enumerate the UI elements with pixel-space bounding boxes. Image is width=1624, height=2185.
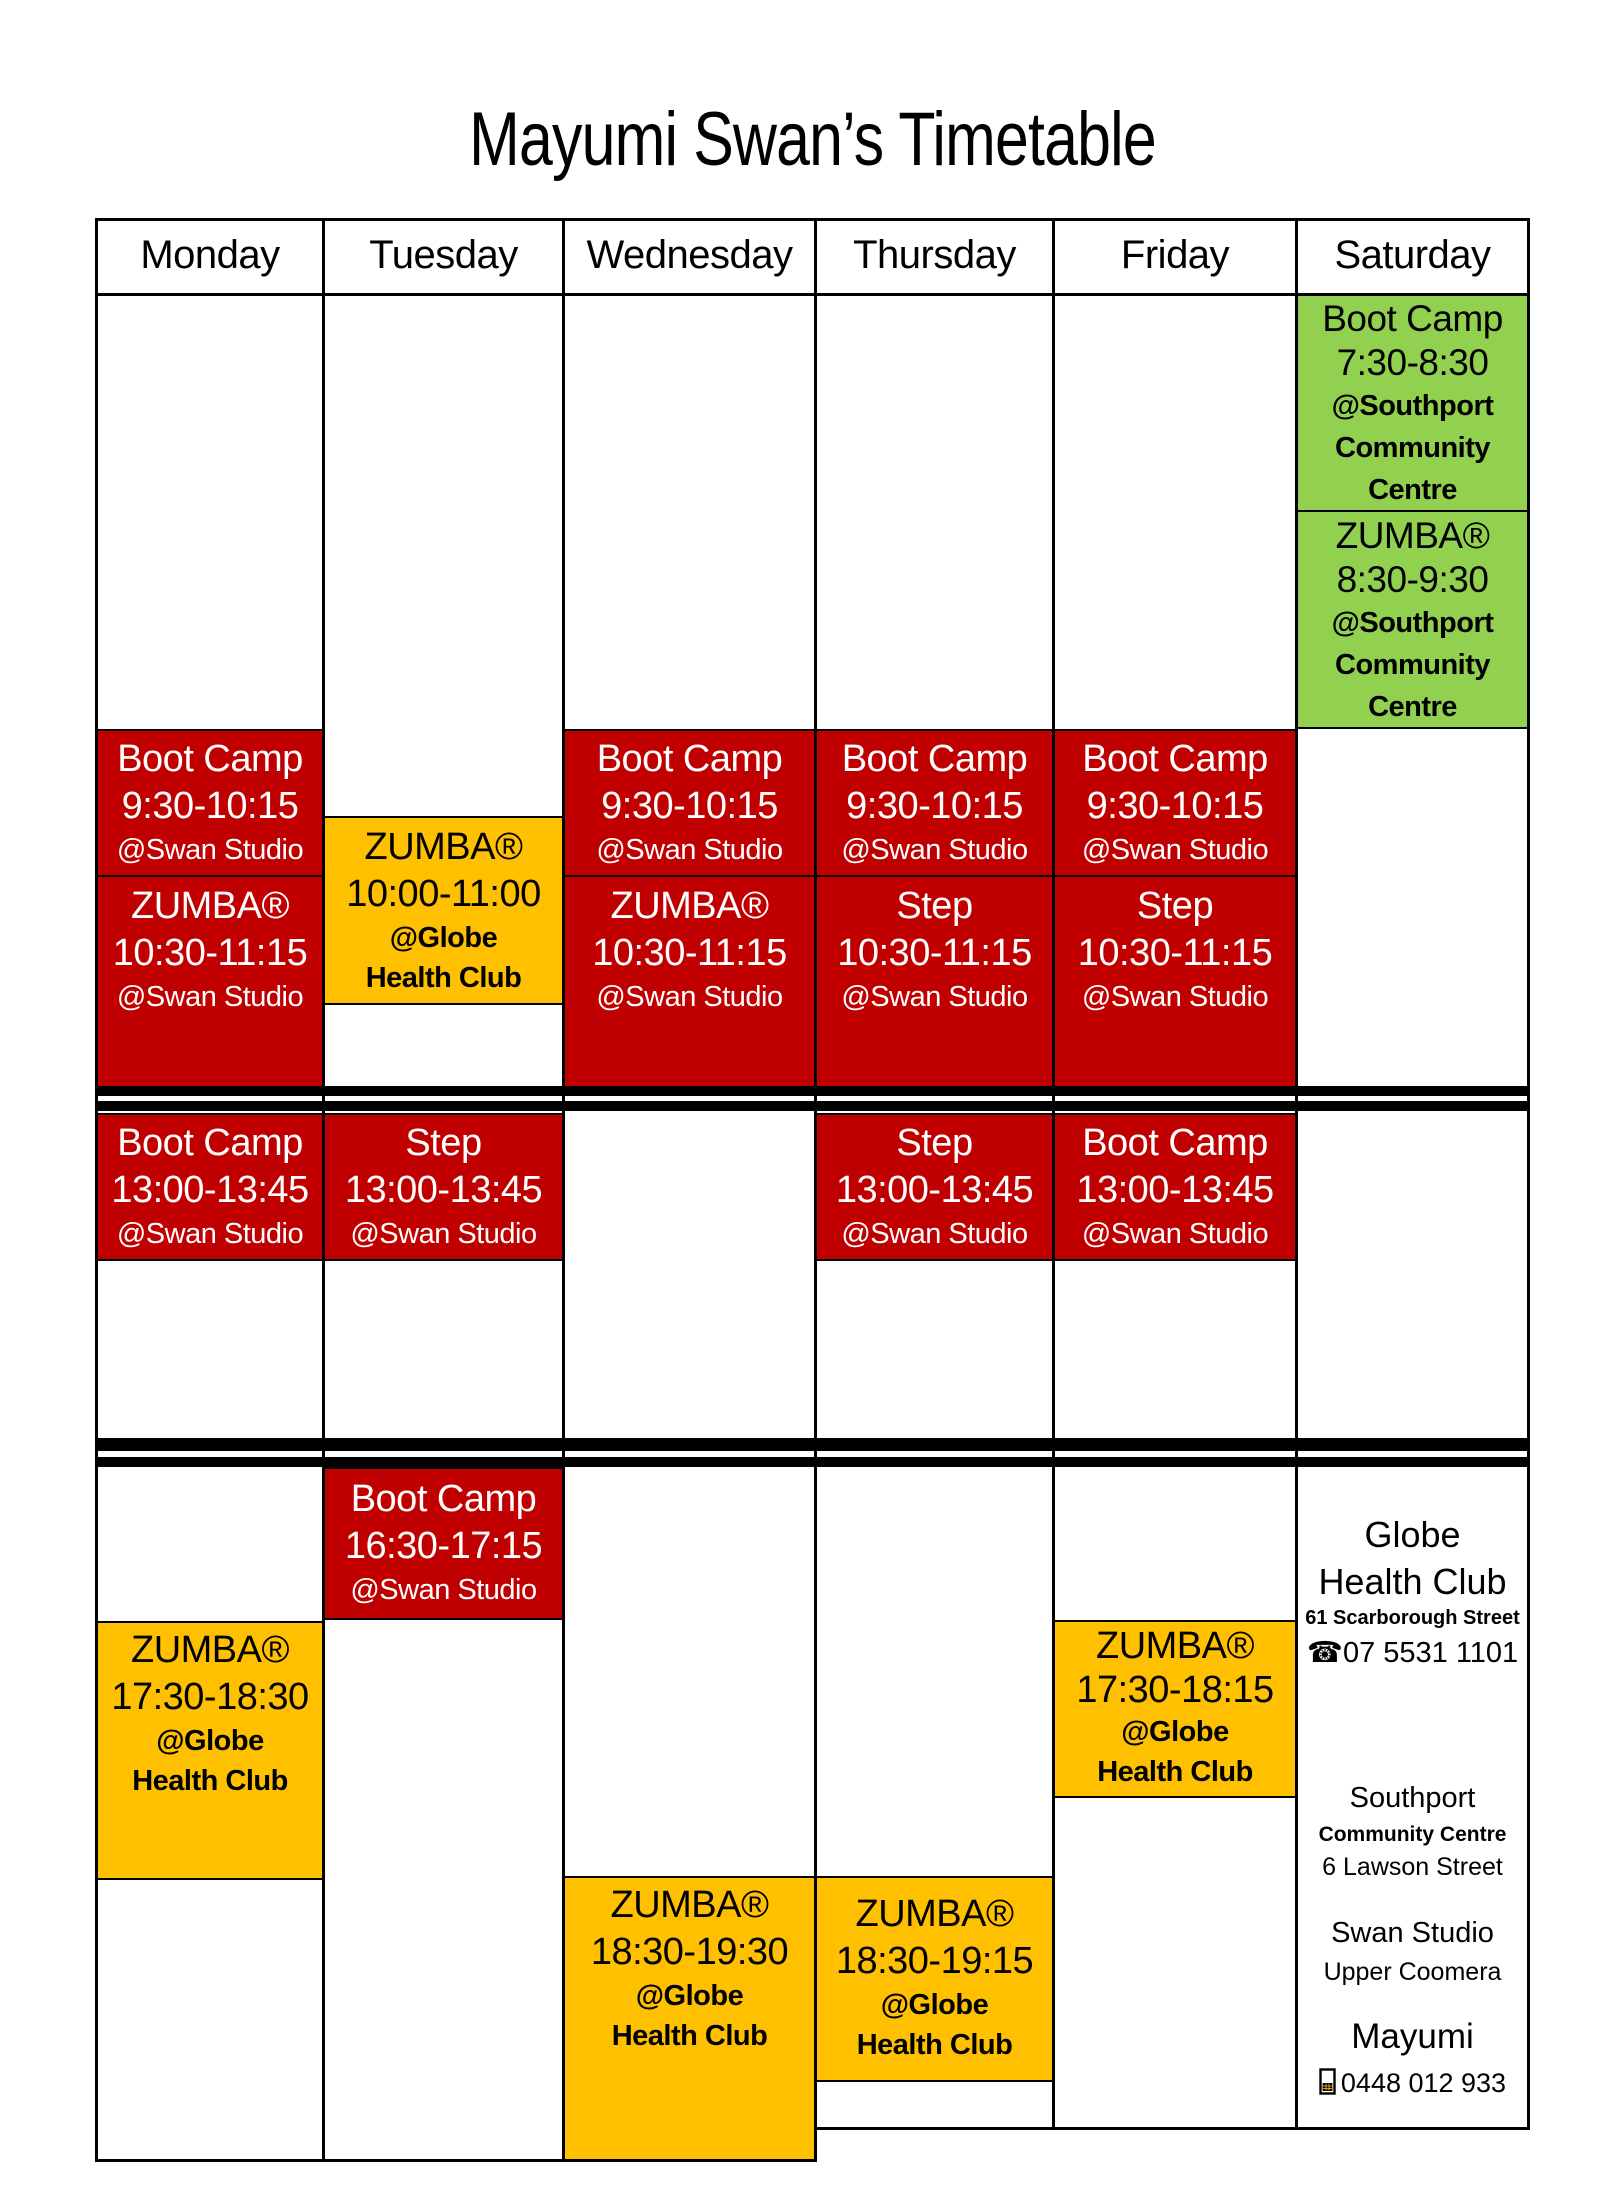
- grid-line-left-border: [95, 218, 98, 2162]
- divider-line-1-top: [95, 1086, 1530, 1096]
- grid-line-bottom-right: [814, 2127, 1530, 2130]
- event-location: Health Club: [611, 2020, 768, 2052]
- event-time: 13:00-13:45: [344, 1169, 543, 1211]
- event-location: @Swan Studio: [116, 1218, 304, 1250]
- event-title: ZUMBA®: [855, 1893, 1014, 1935]
- event-location: Health Club: [1097, 1756, 1253, 1788]
- day-header-monday: Monday: [140, 233, 280, 277]
- mobile-number: 0448 012 933: [1340, 2068, 1507, 2098]
- grid-line-tue-wed: [562, 218, 565, 2162]
- event-title: ZUMBA®: [1335, 515, 1490, 556]
- event-title: Step: [896, 1122, 973, 1164]
- event-sat-bootcamp-early: [1295, 293, 1530, 512]
- event-tue-zumba-am: [322, 816, 565, 1005]
- contact-globe-phone: [1298, 1636, 1527, 1670]
- event-title: Boot Camp: [1322, 298, 1503, 339]
- event-time: 13:00-13:45: [835, 1169, 1034, 1211]
- contact-southport-line1: Southport: [1349, 1782, 1476, 1814]
- event-time: 10:00-11:00: [346, 873, 541, 915]
- event-location: @Swan Studio: [116, 834, 304, 866]
- event-mon-bootcamp-am: [95, 729, 325, 877]
- event-location: Health Club: [856, 2029, 1013, 2061]
- event-title: Boot Camp: [596, 738, 783, 780]
- contact-globe-name-line2: Health Club: [1318, 1561, 1507, 1602]
- event-title: ZUMBA®: [610, 885, 769, 927]
- event-time: 9:30-10:15: [846, 785, 1023, 827]
- event-location: Health Club: [365, 962, 522, 994]
- event-time: 17:30-18:30: [111, 1676, 309, 1718]
- event-thu-zumba-pm: [814, 1876, 1055, 2082]
- contact-mobile: [1298, 2067, 1527, 2099]
- event-title: Step: [896, 885, 973, 927]
- day-header-friday: Friday: [1120, 233, 1230, 277]
- grid-line-fri-sat: [1295, 218, 1298, 2130]
- event-time: 10:30-11:15: [592, 932, 787, 974]
- event-fri-bootcamp-am: [1052, 729, 1298, 877]
- divider-line-1-bottom: [95, 1101, 1530, 1111]
- event-location: @Swan Studio: [1081, 981, 1269, 1013]
- event-location: @Swan Studio: [841, 834, 1028, 866]
- event-time: 13:00-13:45: [111, 1169, 309, 1211]
- event-location: Centre: [1368, 474, 1457, 506]
- event-time: 16:30-17:15: [344, 1525, 543, 1567]
- event-title: ZUMBA®: [610, 1884, 769, 1926]
- event-time: 10:30-11:15: [837, 932, 1032, 974]
- event-location: @Globe: [389, 922, 498, 954]
- day-header-wednesday: Wednesday: [586, 233, 793, 277]
- event-location: @Swan Studio: [596, 834, 783, 866]
- event-thu-step-midday: [814, 1113, 1055, 1261]
- event-fri-bootcamp-midday: [1052, 1113, 1298, 1261]
- event-location: @Swan Studio: [841, 981, 1028, 1013]
- event-location: @Swan Studio: [841, 1218, 1028, 1250]
- event-time: 9:30-10:15: [121, 785, 299, 827]
- event-time: 8:30-9:30: [1336, 559, 1489, 600]
- event-fri-step-am: [1052, 875, 1298, 1088]
- event-time: 10:30-11:15: [1077, 932, 1273, 974]
- event-title: Boot Camp: [350, 1478, 537, 1520]
- event-location: @Swan Studio: [1081, 1218, 1269, 1250]
- grid-line-table-top: [95, 218, 1530, 221]
- grid-line-wed-thu: [814, 218, 817, 2162]
- event-mon-zumba-pm: [95, 1621, 325, 1880]
- event-title: ZUMBA®: [131, 885, 289, 927]
- event-wed-zumba-am: [562, 875, 817, 1088]
- event-wed-bootcamp-am: [562, 729, 817, 877]
- contact-swan-line2: Upper Coomera: [1323, 1958, 1502, 1986]
- event-location: @Swan Studio: [116, 981, 304, 1013]
- event-sat-zumba-early: [1295, 510, 1530, 729]
- contact-swan-line1: Swan Studio: [1331, 1917, 1494, 1949]
- event-location: Community: [1335, 649, 1490, 681]
- event-location: @Southport: [1331, 607, 1494, 639]
- event-time: 13:00-13:45: [1076, 1169, 1274, 1211]
- event-wed-zumba-pm: [562, 1876, 817, 2162]
- event-title: Step: [405, 1122, 482, 1164]
- grid-line-bottom-left: [95, 2159, 817, 2162]
- divider-line-2-top: [95, 1438, 1530, 1451]
- contact-southport-line2: Community Centre: [1318, 1823, 1507, 1846]
- event-location: Health Club: [132, 1765, 288, 1797]
- event-location: @Swan Studio: [350, 1574, 537, 1606]
- event-location: @Swan Studio: [1081, 834, 1269, 866]
- event-location: @Swan Studio: [596, 981, 783, 1013]
- event-time: 9:30-10:15: [601, 785, 778, 827]
- event-time: 18:30-19:30: [590, 1931, 789, 1973]
- event-time: 18:30-19:15: [835, 1940, 1034, 1982]
- event-time: 10:30-11:15: [112, 932, 308, 974]
- event-location: Community: [1335, 432, 1490, 464]
- event-title: ZUMBA®: [131, 1629, 289, 1671]
- event-thu-bootcamp-am: [814, 729, 1055, 877]
- grid-line-mon-tue: [322, 218, 325, 2162]
- event-title: Boot Camp: [1082, 738, 1268, 780]
- event-title: Step: [1136, 885, 1214, 927]
- page-title: Mayumi Swan’s Timetable: [469, 97, 1156, 182]
- event-location: Centre: [1368, 691, 1457, 723]
- event-location: @Globe: [1121, 1716, 1229, 1748]
- grid-line-header-bottom: [95, 293, 1530, 296]
- phone-number: 07 5531 1101: [1342, 1637, 1519, 1669]
- day-header-tuesday: Tuesday: [369, 233, 518, 277]
- day-header-thursday: Thursday: [853, 233, 1016, 277]
- event-title: ZUMBA®: [1096, 1625, 1254, 1667]
- grid-line-right-border: [1527, 218, 1530, 2130]
- event-title: Boot Camp: [1082, 1122, 1268, 1164]
- event-time: 17:30-18:15: [1076, 1669, 1274, 1711]
- event-thu-step-am: [814, 875, 1055, 1088]
- telephone-icon: ☎: [1306, 1637, 1343, 1669]
- mobile-phone-icon: [1319, 2068, 1336, 2095]
- event-title: Boot Camp: [117, 1122, 303, 1164]
- event-title: Boot Camp: [117, 738, 303, 780]
- day-header-saturday: Saturday: [1334, 233, 1491, 277]
- event-location: @Globe: [880, 1989, 989, 2021]
- event-tue-bootcamp-pm: [322, 1467, 565, 1620]
- event-location: @Swan Studio: [350, 1218, 537, 1250]
- event-location: @Globe: [635, 1980, 744, 2012]
- grid-line-thu-fri: [1052, 218, 1055, 2130]
- contact-globe-name-line1: Globe: [1364, 1514, 1461, 1555]
- contact-southport-street: 6 Lawson Street: [1322, 1853, 1503, 1881]
- divider-line-2-bottom: [95, 1457, 1530, 1467]
- event-mon-bootcamp-midday: [95, 1113, 325, 1261]
- event-location: @Globe: [156, 1725, 264, 1757]
- event-title: Boot Camp: [841, 738, 1028, 780]
- event-fri-zumba-pm: [1052, 1620, 1298, 1798]
- event-time: 7:30-8:30: [1336, 342, 1489, 383]
- contact-instructor-name: Mayumi: [1351, 2017, 1474, 2056]
- event-time: 9:30-10:15: [1086, 785, 1264, 827]
- contact-globe-street: 61 Scarborough Street: [1305, 1607, 1520, 1629]
- event-title: ZUMBA®: [364, 826, 523, 868]
- event-location: @Southport: [1331, 390, 1494, 422]
- event-tue-step-midday: [322, 1113, 565, 1261]
- event-mon-zumba-am: [95, 875, 325, 1088]
